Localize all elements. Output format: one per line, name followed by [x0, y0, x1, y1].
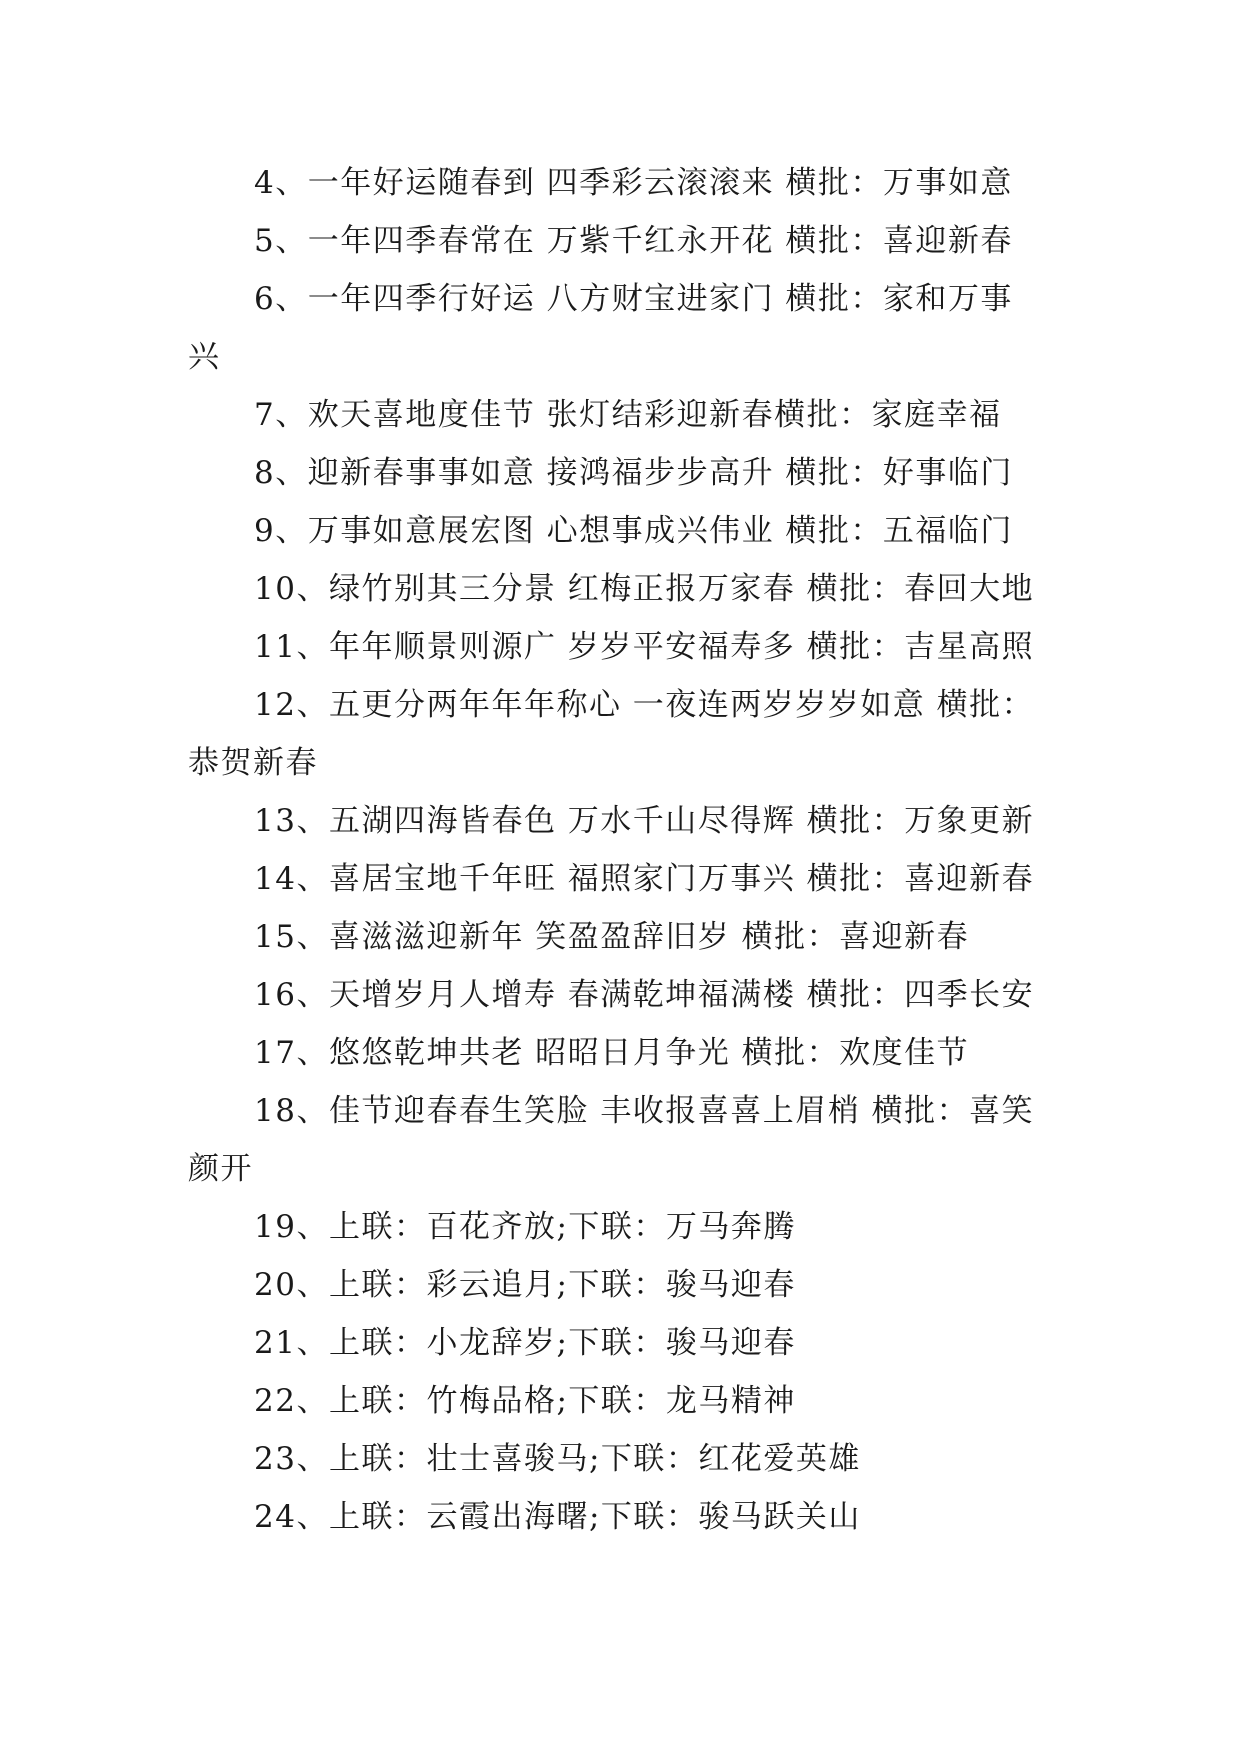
list-item: 6、一年四季行好运 八方财宝进家门 横批：家和万事: [254, 281, 1013, 317]
list-item: 19、上联：百花齐放;下联：万马奔腾: [254, 1209, 796, 1245]
list-item: 7、欢天喜地度佳节 张灯结彩迎新春横批：家庭幸福: [254, 397, 1002, 433]
list-item: 22、上联：竹梅品格;下联：龙马精神: [254, 1383, 796, 1419]
list-item: 20、上联：彩云追月;下联：骏马迎春: [254, 1267, 796, 1303]
list-item-continuation: 兴: [188, 339, 221, 375]
list-item: 5、一年四季春常在 万紫千红永开花 横批：喜迎新春: [254, 223, 1013, 259]
list-item-continuation: 颜开: [188, 1151, 253, 1187]
list-item: 10、绿竹别其三分景 红梅正报万家春 横批：春回大地: [254, 571, 1035, 607]
list-item: 11、年年顺景则源广 岁岁平安福寿多 横批：吉星高照: [254, 629, 1035, 665]
list-item-continuation: 恭贺新春: [188, 745, 318, 781]
list-item: 9、万事如意展宏图 心想事成兴伟业 横批：五福临门: [254, 513, 1013, 549]
list-item: 14、喜居宝地千年旺 福照家门万事兴 横批：喜迎新春: [254, 861, 1035, 897]
list-item: 24、上联：云霞出海曙;下联：骏马跃关山: [254, 1499, 861, 1535]
list-item: 21、上联：小龙辞岁;下联：骏马迎春: [254, 1325, 796, 1361]
list-item: 12、五更分两年年年称心 一夜连两岁岁岁如意 横批：: [254, 687, 1035, 723]
list-item: 13、五湖四海皆春色 万水千山尽得辉 横批：万象更新: [254, 803, 1035, 839]
list-item: 4、一年好运随春到 四季彩云滚滚来 横批：万事如意: [254, 165, 1013, 201]
list-item: 18、佳节迎春春生笑脸 丰收报喜喜上眉梢 横批：喜笑: [254, 1093, 1035, 1129]
list-item: 16、天增岁月人增寿 春满乾坤福满楼 横批：四季长安: [254, 977, 1035, 1013]
list-item: 8、迎新春事事如意 接鸿福步步高升 横批：好事临门: [254, 455, 1013, 491]
list-item: 23、上联：壮士喜骏马;下联：红花爱英雄: [254, 1441, 861, 1477]
list-item: 17、悠悠乾坤共老 昭昭日月争光 横批：欢度佳节: [254, 1035, 970, 1071]
list-item: 15、喜滋滋迎新年 笑盈盈辞旧岁 横批：喜迎新春: [254, 919, 970, 955]
couplet-list: [188, 154, 1068, 1546]
